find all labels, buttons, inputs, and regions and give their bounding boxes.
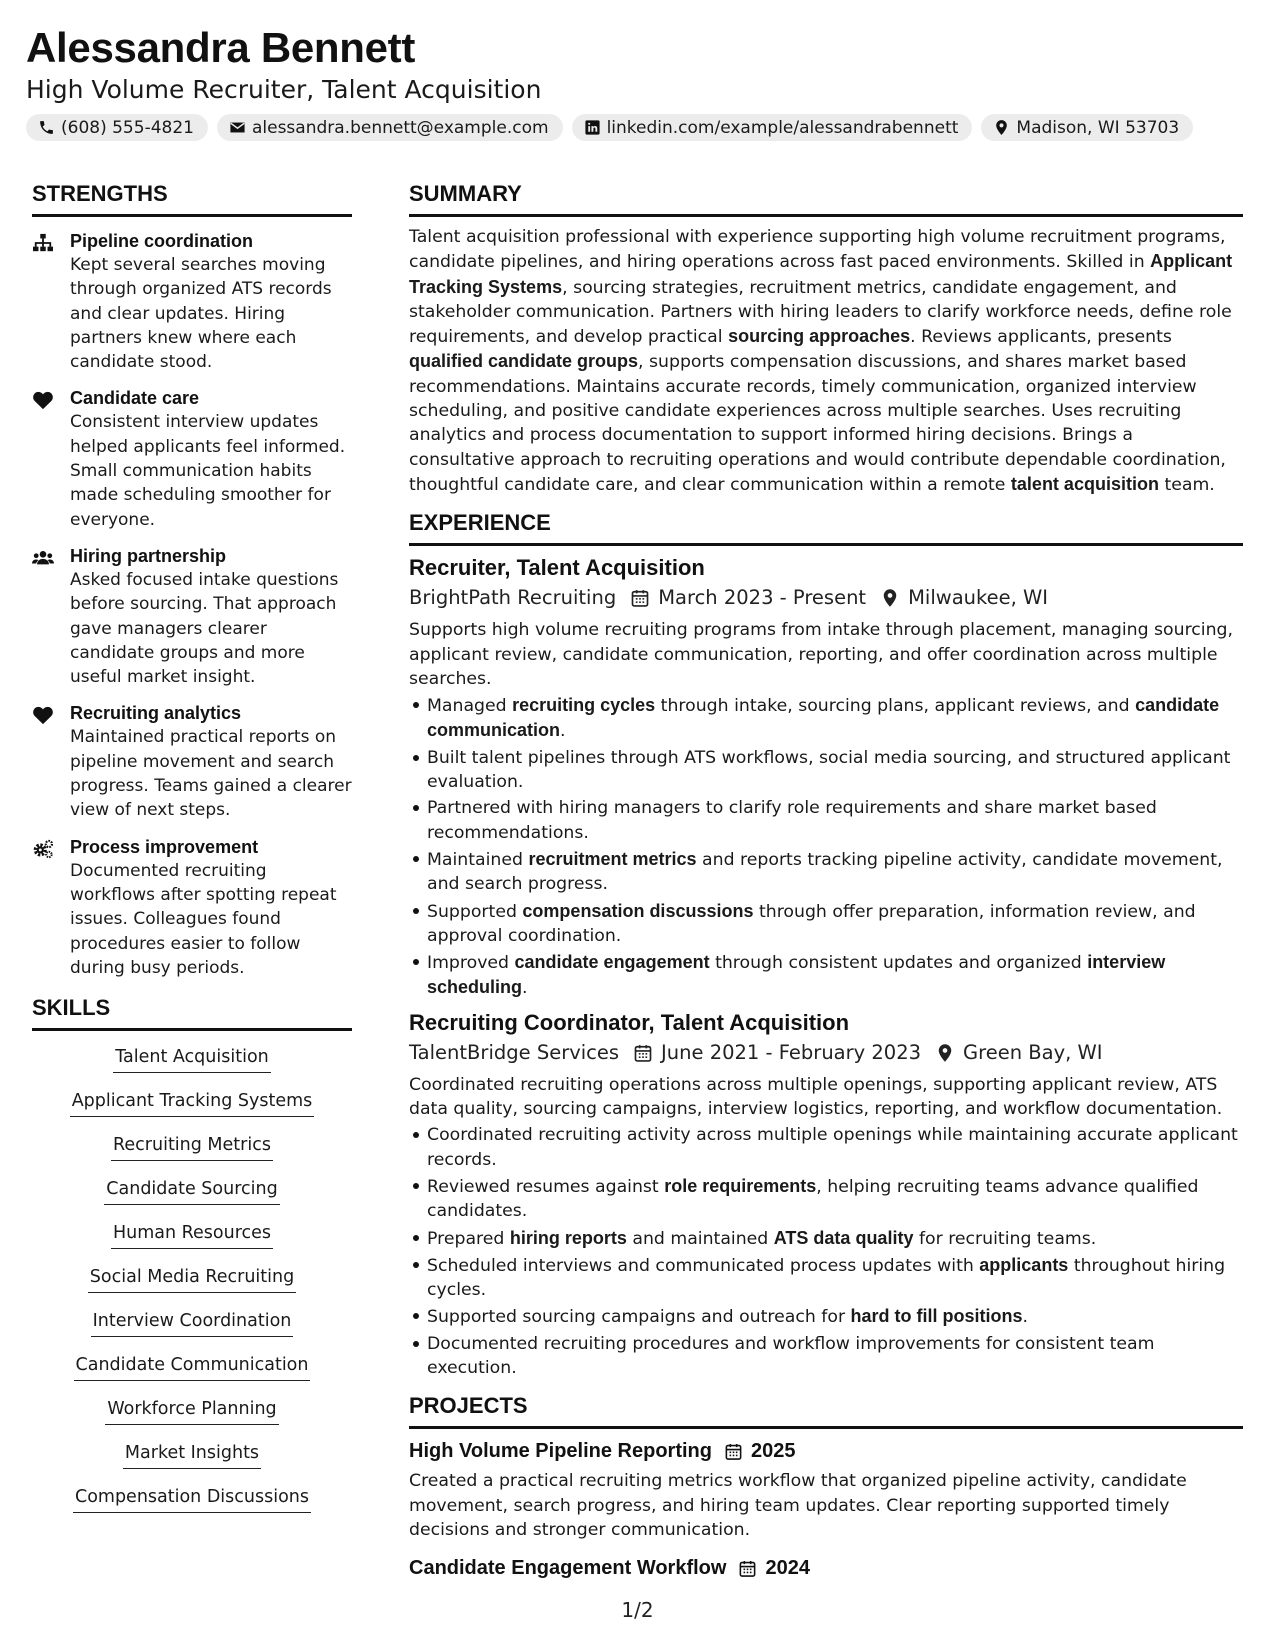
calendar-icon <box>724 1442 743 1461</box>
job-description: Supports high volume recruiting programs from intake through placement, managing sourcing, applicant review, candidate communication, reporting, and offer coordination across multiple searches. <box>409 620 1234 689</box>
contact-email[interactable] <box>217 114 563 141</box>
strength-text: Kept several searches moving through organized ATS records and clear updates. Hiring partners knew where each candidate stood. <box>70 255 332 373</box>
project-header <box>409 1437 1243 1465</box>
project-entry <box>409 1554 1243 1582</box>
right-column <box>409 180 1243 1586</box>
candidate-name: Alessandra Bennett <box>26 24 416 71</box>
job-meta <box>409 584 1243 612</box>
strength-item <box>32 701 352 822</box>
job-bullet: Prepared hiring reports and maintained ATS data quality for recruiting teams. <box>427 1226 1243 1251</box>
strength-item <box>32 835 352 980</box>
job-bullet: Managed recruiting cycles through intake, sourcing plans, applicant reviews, and candidate communication. <box>427 693 1243 744</box>
skill-item: Applicant Tracking Systems <box>32 1089 352 1117</box>
strength-text: Documented recruiting workflows after spotting repeat issues. Colleagues found procedures easier to follow during busy periods. <box>70 860 337 978</box>
project-description: Created a practical recruiting metrics workflow that organized pipeline activity, candidate movement, search progress, and hiring team updates. Clear reporting supported timely decisions and stronger communication. <box>409 1471 1187 1540</box>
candidate-headline: High Volume Recruiter, Talent Acquisition <box>26 75 542 104</box>
strength-title: Hiring partnership <box>70 545 227 566</box>
job-bullet: Documented recruiting procedures and workflow improvements for consistent team execution. <box>427 1332 1243 1381</box>
job-location: Green Bay, WI <box>963 1040 1103 1064</box>
projects-heading: PROJECTS <box>409 1392 1243 1429</box>
strength-title: Pipeline coordination <box>70 231 254 251</box>
contact-email-text: alessandra.bennett@example.com <box>251 117 549 138</box>
skills-list <box>32 1045 352 1513</box>
skill-item: Talent Acquisition <box>32 1045 352 1073</box>
contact-linkedin-text: linkedin.com/example/alessandrabennett <box>606 117 959 138</box>
left-column <box>32 180 352 1529</box>
project-year: 2024 <box>765 1557 810 1580</box>
summary-heading: SUMMARY <box>409 180 1243 217</box>
strength-item <box>32 229 352 374</box>
skill-item: Workforce Planning <box>32 1397 352 1425</box>
job-bullet: Supported compensation discussions through offer preparation, information review, and approval coordination. <box>427 899 1243 949</box>
skill-item: Human Resources <box>32 1221 352 1249</box>
projects-section <box>409 1392 1243 1582</box>
org-chart-icon <box>32 233 54 253</box>
strength-text: Asked focused intake questions before sourcing. That approach gave managers clearer candidate groups and more useful market insight. <box>70 569 339 688</box>
project-year: 2025 <box>750 1440 796 1463</box>
skill-item: Recruiting Metrics <box>32 1133 352 1161</box>
strength-title: Candidate care <box>70 388 200 409</box>
experience-section <box>409 509 1243 1380</box>
contact-location <box>981 114 1193 141</box>
job-bullet: Maintained recruitment metrics and reports tracking pipeline activity, candidate movement, and search progress. <box>427 847 1243 897</box>
contact-phone[interactable] <box>26 114 208 141</box>
skill-item: Candidate Sourcing <box>32 1177 352 1205</box>
strengths-heading: STRENGTHS <box>32 180 352 217</box>
summary-text: Talent acquisition professional with experience supporting high volume recruitment programs, candidate pipelines, and hiring operations across fast paced environments. Skilled in Applicant Tracking Systems, sourcing strategies, recruitment metrics, candidate engagement, and stakeholder communication. Partners with hiring leaders to clarify workforce needs, define role requirements, and develop practical sourcing approaches. Reviews applicants, presents qualified candidate groups, supports compensation discussions, and shares market based recommendations. Maintains accurate records, timely communication, organized interview scheduling, and positive candidate experiences across multiple searches. Uses recruiting analytics and process documentation to support informed hiring decisions. Brings a consultative approach to recruiting operations and would contribute dependable coordination, thoughtful candidate care, and clear communication within a remote talent acquisition team. <box>409 227 1233 495</box>
strength-text: Maintained practical reports on pipeline movement and search progress. Teams gained a clearer view of next steps. <box>70 727 352 821</box>
job-bullet: Built talent pipelines through ATS workflows, social media sourcing, and structured applicant evaluation. <box>427 746 1243 795</box>
skill-item: Compensation Discussions <box>32 1485 352 1513</box>
skill-item: Market Insights <box>32 1441 352 1469</box>
strength-item <box>32 386 352 531</box>
strength-title: Recruiting analytics <box>70 703 242 724</box>
job-title: Recruiting Coordinator, Talent Acquisition <box>409 1009 850 1035</box>
job-dates: June 2021 - February 2023 <box>661 1040 922 1064</box>
heart-icon <box>32 705 54 725</box>
gears-icon <box>32 839 54 859</box>
job-bullet: Scheduled interviews and communicated process updates with applicants throughout hiring cycles. <box>427 1253 1243 1303</box>
users-icon <box>32 548 54 568</box>
calendar-icon <box>630 588 650 608</box>
skill-item: Candidate Communication <box>32 1353 352 1381</box>
job-company: BrightPath Recruiting <box>409 586 617 610</box>
map-pin-icon <box>993 119 1010 136</box>
job-description: Coordinated recruiting operations across multiple openings, supporting applicant review, ATS data quality, sourcing campaigns, interview logistics, reporting, and workflow documentation. <box>409 1074 1223 1120</box>
map-pin-icon <box>935 1043 955 1063</box>
skills-heading: SKILLS <box>32 994 352 1031</box>
page-number: 1/2 <box>621 1598 654 1622</box>
experience-heading: EXPERIENCE <box>409 509 1243 546</box>
strengths-section <box>32 180 352 980</box>
envelope-icon <box>229 119 246 136</box>
skill-item: Interview Coordination <box>32 1309 352 1337</box>
contact-bar <box>26 114 1246 141</box>
job-bullet: Coordinated recruiting activity across multiple openings while maintaining accurate applicant records. <box>427 1123 1243 1172</box>
job-entry <box>409 554 1243 1000</box>
project-title: Candidate Engagement Workflow <box>409 1557 727 1580</box>
job-bullets <box>409 693 1243 1001</box>
job-bullet: Reviewed resumes against role requirements, helping recruiting teams advance qualified candidates. <box>427 1174 1243 1224</box>
job-title: Recruiter, Talent Acquisition <box>409 555 705 581</box>
job-location: Milwaukee, WI <box>908 586 1049 610</box>
skill-item: Social Media Recruiting <box>32 1265 352 1293</box>
phone-icon <box>38 119 55 136</box>
skills-section <box>32 994 352 1513</box>
job-bullet: Supported sourcing campaigns and outreach for hard to fill positions. <box>427 1304 1243 1329</box>
project-entry <box>409 1437 1243 1542</box>
contact-linkedin[interactable] <box>572 114 973 141</box>
heart-icon <box>32 390 54 410</box>
strength-text: Consistent interview updates helped applicants feel informed. Small communication habits made scheduling smoother for everyone. <box>70 412 346 530</box>
project-header <box>409 1554 1243 1582</box>
strength-title: Process improvement <box>70 836 259 857</box>
map-pin-icon <box>880 588 900 608</box>
contact-phone-text: (608) 555-4821 <box>61 117 194 138</box>
job-bullet: Partnered with hiring managers to clarify role requirements and share market based recommendations. <box>427 796 1243 845</box>
job-bullets <box>409 1123 1243 1380</box>
job-bullet: Improved candidate engagement through consistent updates and organized interview scheduling. <box>427 950 1243 1001</box>
contact-location-text: Madison, WI 53703 <box>1016 117 1180 138</box>
job-dates: March 2023 - Present <box>658 586 867 610</box>
resume-header <box>26 22 1246 141</box>
linkedin-icon <box>584 119 601 136</box>
job-meta <box>409 1039 1243 1067</box>
strength-item <box>32 544 352 689</box>
project-title: High Volume Pipeline Reporting <box>409 1440 712 1463</box>
calendar-icon <box>633 1043 653 1063</box>
job-entry <box>409 1009 1243 1381</box>
job-company: TalentBridge Services <box>409 1040 620 1064</box>
summary-section <box>409 180 1243 497</box>
calendar-icon <box>738 1559 757 1578</box>
